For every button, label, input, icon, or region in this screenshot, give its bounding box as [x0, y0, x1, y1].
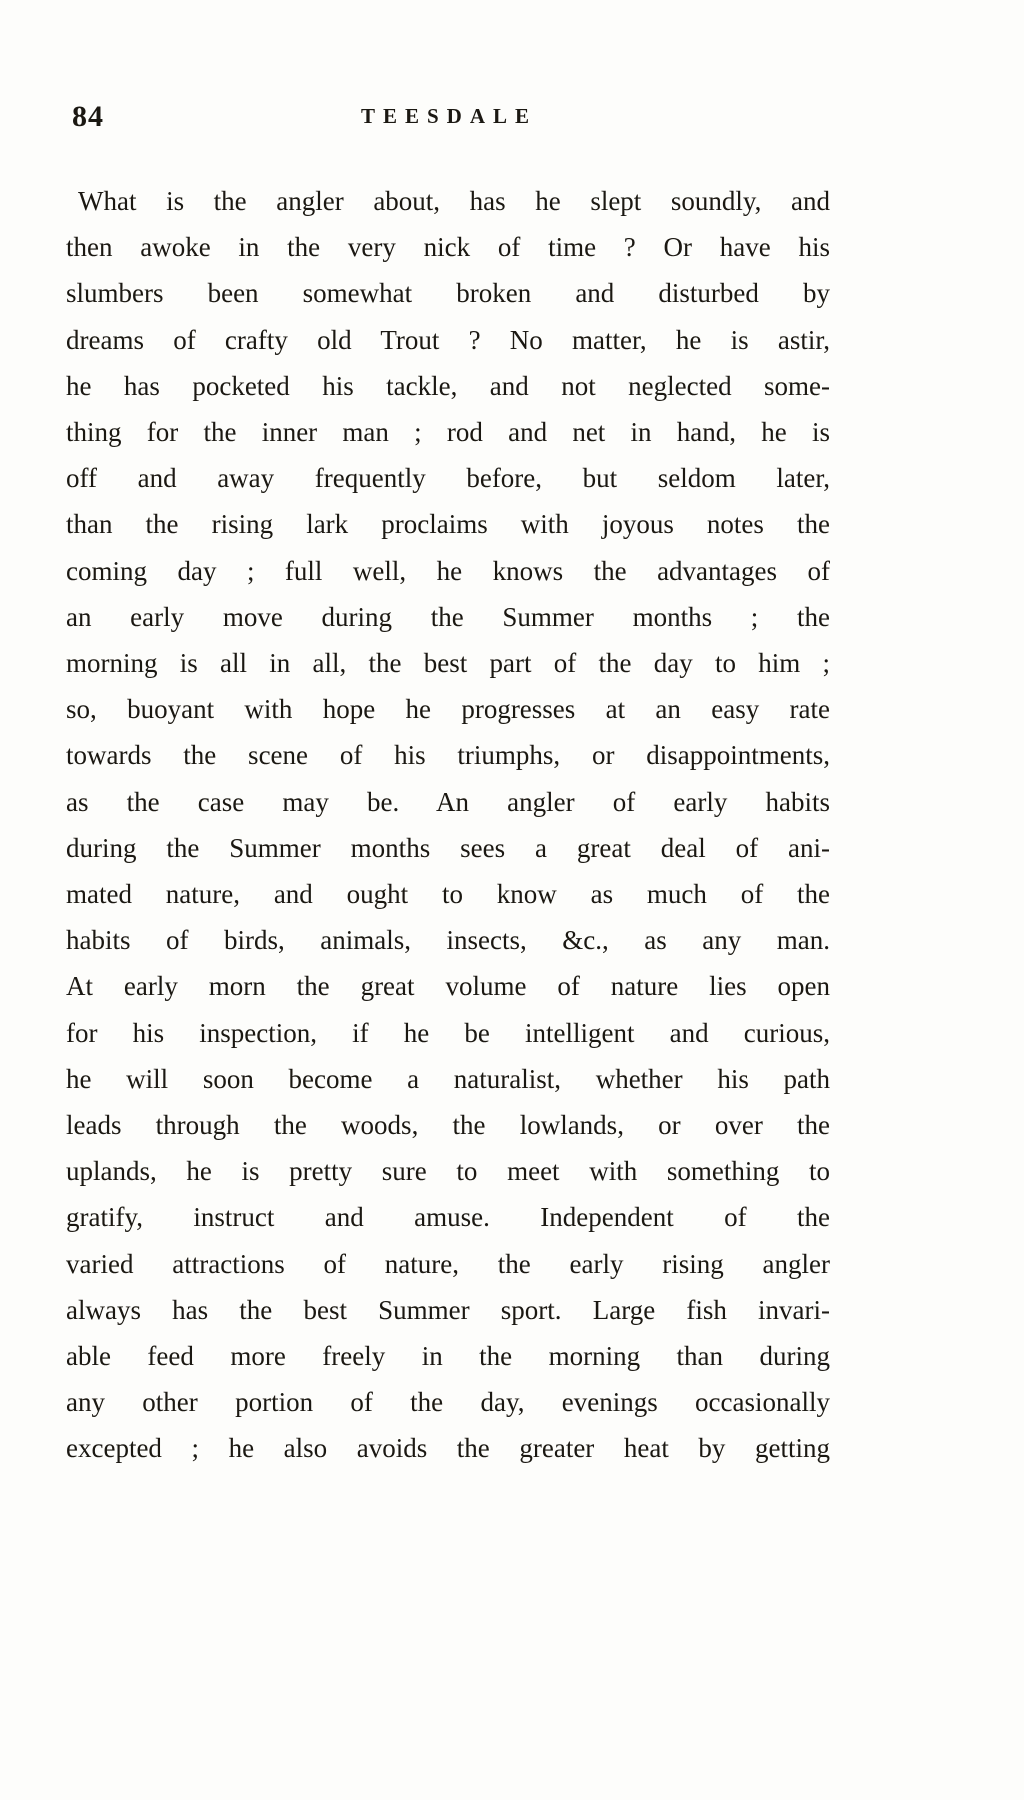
text-line: during the Summer months sees a great deal of ani-: [66, 832, 830, 863]
text-line: so, buoyant with hope he progresses at an easy rate: [66, 694, 830, 725]
text-line: he will soon become a naturalist, whether his path: [66, 1063, 830, 1094]
text-line: gratify, instruct and amuse. Independent of the: [66, 1202, 830, 1233]
text-line: an early move during the Summer months ; the: [66, 601, 830, 632]
text-line: off and away frequently before, but seldom later,: [66, 463, 830, 494]
text-line: varied attractions of nature, the early rising angler: [66, 1248, 830, 1279]
text-line: then awoke in the very nick of time ? Or have his: [66, 232, 830, 263]
text-line: he has pocketed his tackle, and not neglected some-: [66, 370, 830, 401]
text-line: At early morn the great volume of nature lies open: [66, 971, 830, 1002]
text-line: thing for the inner man ; rod and net in hand, he is: [66, 417, 830, 448]
page-number: 84: [72, 100, 104, 133]
text-line: towards the scene of his triumphs, or disappointments,: [66, 740, 830, 771]
text-line: What is the angler about, has he slept soundly, and: [78, 186, 830, 216]
text-line: as the case may be. An angler of early habits: [66, 786, 830, 817]
text-line: leads through the woods, the lowlands, or over the: [66, 1110, 830, 1141]
text-line: dreams of crafty old Trout ? No matter, he is astir,: [66, 324, 830, 355]
text-line: excepted ; he also avoids the greater heat by getting: [66, 1433, 830, 1464]
running-title: TEESDALE: [360, 104, 538, 128]
text-line: any other portion of the day, evenings occasionally: [66, 1387, 830, 1418]
page-header: [68, 100, 830, 136]
text-line: mated nature, and ought to know as much of the: [66, 879, 830, 910]
text-line: morning is all in all, the best part of the day to him ;: [66, 648, 830, 679]
text-line: than the rising lark proclaims with joyous notes the: [66, 509, 830, 540]
text-line: slumbers been somewhat broken and disturbed by: [66, 278, 830, 309]
body-text: [66, 178, 830, 1472]
text-line: always has the best Summer sport. Large fish invari-: [66, 1294, 830, 1325]
text-line: for his inspection, if he be intelligent and curious,: [66, 1017, 830, 1048]
text-line: habits of birds, animals, insects, &c., as any man.: [66, 925, 830, 956]
text-line: able feed more freely in the morning than during: [66, 1341, 830, 1372]
text-line: coming day ; full well, he knows the advantages of: [66, 555, 830, 586]
text-line: uplands, he is pretty sure to meet with something to: [66, 1156, 830, 1187]
